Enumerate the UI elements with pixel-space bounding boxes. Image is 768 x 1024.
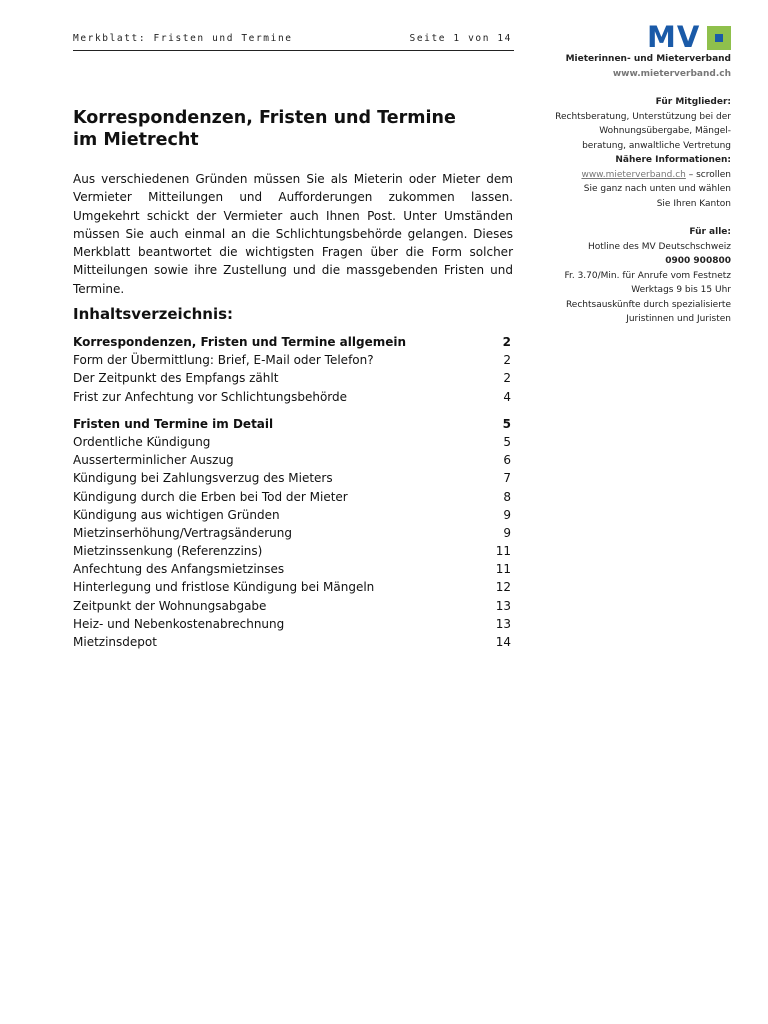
- table-of-contents: [73, 333, 513, 660]
- toc-entry-page: 5: [503, 434, 511, 449]
- toc-entry-title: Frist zur Anfechtung vor Schlichtungsbehörde: [73, 389, 348, 404]
- toc-entry[interactable]: [73, 615, 513, 633]
- toc-entry[interactable]: [73, 351, 513, 369]
- all-heading: Für alle:: [689, 227, 731, 237]
- title-line-2: im Mietrecht: [73, 130, 199, 150]
- toc-entry-title: Korrespondenzen, Fristen und Termine allgemein: [73, 335, 407, 349]
- logo-square-icon: [707, 26, 731, 50]
- toc-entry[interactable]: [73, 488, 513, 506]
- toc-entry-title: Heiz- und Nebenkostenabrechnung: [73, 616, 285, 631]
- mieterverband-link[interactable]: www.mieterverband.ch: [581, 169, 686, 180]
- toc-entry-title: Der Zeitpunkt des Empfangs zählt: [73, 371, 279, 386]
- toc-entry[interactable]: [73, 542, 513, 560]
- toc-entry-page: 2: [502, 335, 511, 349]
- toc-entry[interactable]: [73, 433, 513, 451]
- toc-entry-page: 11: [495, 562, 511, 577]
- info-link-line: [531, 168, 731, 183]
- toc-entry[interactable]: [73, 633, 513, 651]
- toc-entry-page: 5: [502, 416, 511, 431]
- contact-sidebar: [531, 52, 731, 327]
- all-line: Juristinnen und Juristen: [626, 314, 731, 324]
- page-header: [73, 31, 514, 51]
- toc-entry-title: Mietzinssenkung (Referenzzins): [73, 544, 263, 559]
- mv-logo: [647, 20, 732, 54]
- members-line: Wohnungsübergabe, Mängel-: [599, 126, 731, 136]
- toc-entry-title: Zeitpunkt der Wohnungsabgabe: [73, 598, 267, 613]
- intro-paragraph: Aus verschiedenen Gründen müssen Sie als Mieterin oder Mieter dem Vermieter Mitteilungen und Aufforderungen zukommen lassen. Umgekehrt schickt der Vermieter auch Ihnen Post. Unter Umständen müssen Sie auch einmal an die Schlichtungsbehörde gelangen. Dieses Merkblatt beantwortet die wichtigsten Fragen über die Form solcher Mitteilungen sowie ihre Zustellung und die massgebenden Fristen und Termine.: [73, 172, 513, 296]
- toc-entry[interactable]: [73, 597, 513, 615]
- logo-letters: MV: [647, 20, 701, 54]
- toc-entry-title: Form der Übermittlung: Brief, E-Mail oder Telefon?: [73, 353, 374, 368]
- toc-entry-title: Kündigung bei Zahlungsverzug des Mieters: [73, 471, 333, 486]
- toc-entry-page: 6: [503, 453, 511, 468]
- toc-entry-title: Fristen und Termine im Detail: [73, 416, 274, 431]
- toc-entry[interactable]: [73, 469, 513, 487]
- toc-entry[interactable]: [73, 524, 513, 542]
- hotline-label: Hotline des MV Deutschschweiz: [588, 241, 731, 252]
- org-url: www.mieterverband.ch: [612, 68, 731, 79]
- all-line: Fr. 3.70/Min. für Anrufe vom Festnetz: [564, 270, 731, 281]
- info-link-suffix: – scrollen: [685, 169, 731, 180]
- members-line: beratung, anwaltliche Vertretung: [582, 140, 731, 151]
- hotline-number: 0900 900800: [665, 256, 731, 266]
- toc-entry-title: Mietzinserhöhung/Vertragsänderung: [73, 525, 292, 540]
- toc-entry-page: 13: [495, 598, 511, 613]
- toc-entry[interactable]: [73, 560, 513, 578]
- toc-entry-page: 13: [495, 616, 511, 631]
- info-heading: Nähere Informationen:: [615, 155, 731, 165]
- members-heading: Für Mitglieder:: [655, 97, 731, 107]
- all-line: Rechtsauskünfte durch spezialisierte: [565, 299, 731, 310]
- toc-entry-page: 14: [495, 635, 511, 649]
- org-name: Mieterinnen- und Mieterverband: [565, 54, 731, 64]
- toc-entry[interactable]: [73, 451, 513, 469]
- toc-entry-page: 9: [503, 525, 511, 540]
- header-page-number: Seite 1 von 14: [409, 33, 512, 44]
- toc-entry-title: Ordentliche Kündigung: [73, 434, 211, 449]
- toc-section-header[interactable]: [73, 333, 513, 351]
- toc-entry-page: 8: [503, 489, 511, 504]
- members-line: Rechtsberatung, Unterstützung bei der: [555, 111, 731, 122]
- toc-entry-page: 2: [503, 371, 511, 386]
- toc-entry-page: 7: [503, 471, 511, 486]
- all-line: Werktags 9 bis 15 Uhr: [631, 285, 731, 295]
- toc-entry-page: 12: [495, 580, 511, 595]
- toc-section-header[interactable]: [73, 415, 513, 433]
- toc-entry[interactable]: [73, 388, 513, 406]
- toc-entry-title: Ausserterminlicher Auszug: [73, 453, 234, 468]
- toc-entry[interactable]: [73, 369, 513, 387]
- toc-entry-page: 2: [503, 353, 511, 368]
- toc-entry-title: Kündigung aus wichtigen Gründen: [73, 507, 280, 522]
- document-title: [73, 107, 514, 151]
- toc-entry-page: 4: [503, 389, 511, 404]
- info-line: Sie ganz nach unten und wählen: [583, 184, 731, 194]
- toc-entry[interactable]: [73, 578, 513, 596]
- toc-entry-page: 9: [503, 507, 511, 522]
- toc-entry-page: 11: [495, 544, 511, 559]
- toc-heading: Inhaltsverzeichnis:: [73, 305, 234, 323]
- toc-entry-title: Kündigung durch die Erben bei Tod der Mieter: [73, 489, 348, 504]
- toc-entry-title: Anfechtung des Anfangsmietzinses: [73, 562, 285, 577]
- toc-section: [73, 333, 513, 406]
- toc-section: [73, 415, 513, 651]
- header-document-title: Merkblatt: Fristen und Termine: [73, 33, 293, 44]
- toc-entry-title: Mietzinsdepot: [73, 635, 157, 649]
- title-line-1: Korrespondenzen, Fristen und Termine: [73, 108, 456, 128]
- info-line: Sie Ihren Kanton: [656, 198, 731, 209]
- toc-entry[interactable]: [73, 506, 513, 524]
- toc-entry-title: Hinterlegung und fristlose Kündigung bei Mängeln: [73, 580, 375, 595]
